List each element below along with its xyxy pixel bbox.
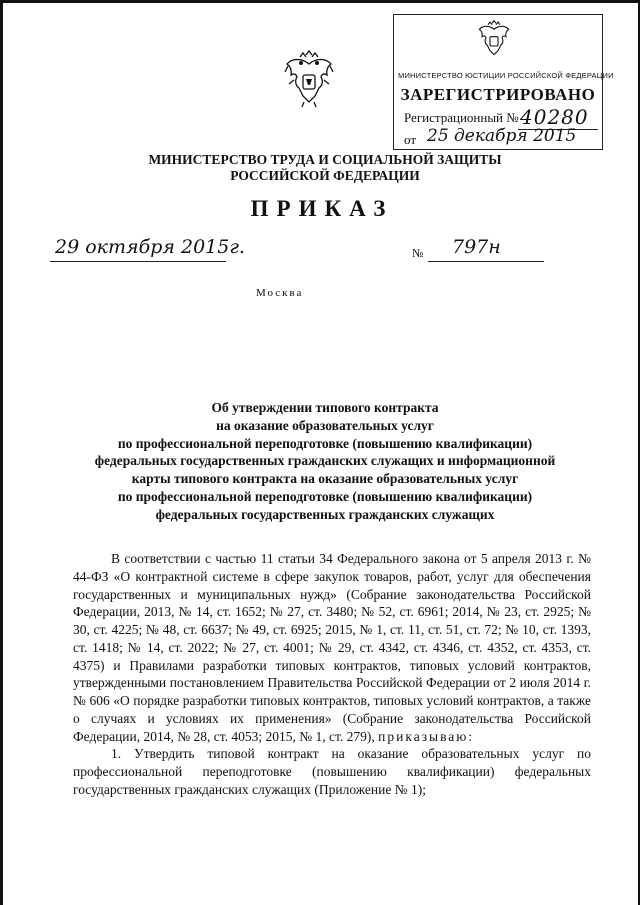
- preamble-text: В соответствии с частью 11 статьи 34 Федерального закона от 5 апреля 2013 г. № 44-ФЗ «О контрактной системе в сфере закупок товаров, работ, услуг для обеспечения государственных и муниципальных нужд» (Собрание законодательства Российской Федерации, 2013, № 14, ст. 1652; № 27, ст. 3480; № 52, ст. 6961; 2014, № 23, ст. 2925; № 30, ст. 4225; № 48, ст. 6637; № 49, ст. 6925; 2015, № 1, ст. 11, ст. 51, ст. 72; № 10, ст. 1393, ст. 1418; № 14, ст. 2022; № 27, ст. 4001; № 29, ст. 4342, ст. 4346, ст. 4352, ст. 4353, ст. 4375) и Правилами разработки типовых контрактов, типовых условий контрактов, утвержденными постановлением Правительства Российской Федерации от 2 июля 2014 г. № 606 «О порядке разработки типовых контрактов, типовых условий контрактов, а также о случаях и условиях их применения» (Собрание законодательства Российской Федерации, 2014, № 28, ст. 4053; 2015, № 1, ст. 279),: [73, 551, 591, 744]
- order-number-sign: №: [412, 246, 424, 260]
- scan-edge-top: [0, 0, 640, 3]
- title-line: федеральных государственных гражданских служащих и информационной: [94, 453, 556, 469]
- body-paragraph-preamble: [73, 550, 591, 745]
- order-command: приказываю:: [378, 728, 475, 744]
- coat-of-arms-icon: [282, 50, 336, 110]
- order-number: 797н: [452, 236, 501, 258]
- order-title: [40, 399, 610, 524]
- order-date: 29 октября 2015г.: [55, 236, 245, 258]
- title-line: на оказание образовательных услуг: [216, 417, 434, 433]
- order-body: [73, 550, 591, 799]
- org-line-2: РОССИЙСКОЙ ФЕДЕРАЦИИ: [230, 168, 420, 183]
- date-underline: [50, 261, 226, 262]
- title-line: по профессиональной переподготовке (повышению квалификации): [117, 488, 533, 504]
- scan-edge-left: [0, 0, 3, 905]
- document-type: ПРИКАЗ: [250, 196, 394, 221]
- stamp-reg-date: 25 декабря 2015: [427, 126, 577, 146]
- city: Москва: [256, 287, 304, 299]
- title-line: по профессиональной переподготовке (повышению квалификации): [117, 435, 533, 451]
- body-paragraph-item-1: 1. Утвердить типовой контракт на оказание образовательных услуг по профессиональной переподготовке (повышению квалификации) федеральных государственных гражданских служащих (Приложение № 1);: [73, 746, 591, 797]
- title-line: Об утверждении типового контракта: [211, 400, 439, 415]
- number-underline: [428, 261, 544, 262]
- stamp-emblem-icon: [476, 19, 512, 61]
- title-line: карты типового контракта на оказание образовательных услуг: [131, 471, 519, 487]
- stamp-registered: ЗАРЕГИСТРИРОВАНО: [400, 85, 596, 104]
- issuing-organization: [145, 152, 505, 184]
- reg-date-underline: [426, 149, 598, 150]
- registration-stamp: [393, 14, 614, 150]
- stamp-reg-number: 40280: [520, 105, 589, 129]
- stamp-ministry: МИНИСТЕРСТВО ЮСТИЦИИ РОССИЙСКОЙ ФЕДЕРАЦИИ: [398, 71, 614, 80]
- stamp-from-label: от: [404, 132, 417, 147]
- title-line: федеральных государственных гражданских служащих: [155, 506, 495, 522]
- stamp-reg-label: Регистрационный №: [404, 110, 519, 125]
- org-line-1: МИНИСТЕРСТВО ТРУДА И СОЦИАЛЬНОЙ ЗАЩИТЫ: [148, 152, 502, 167]
